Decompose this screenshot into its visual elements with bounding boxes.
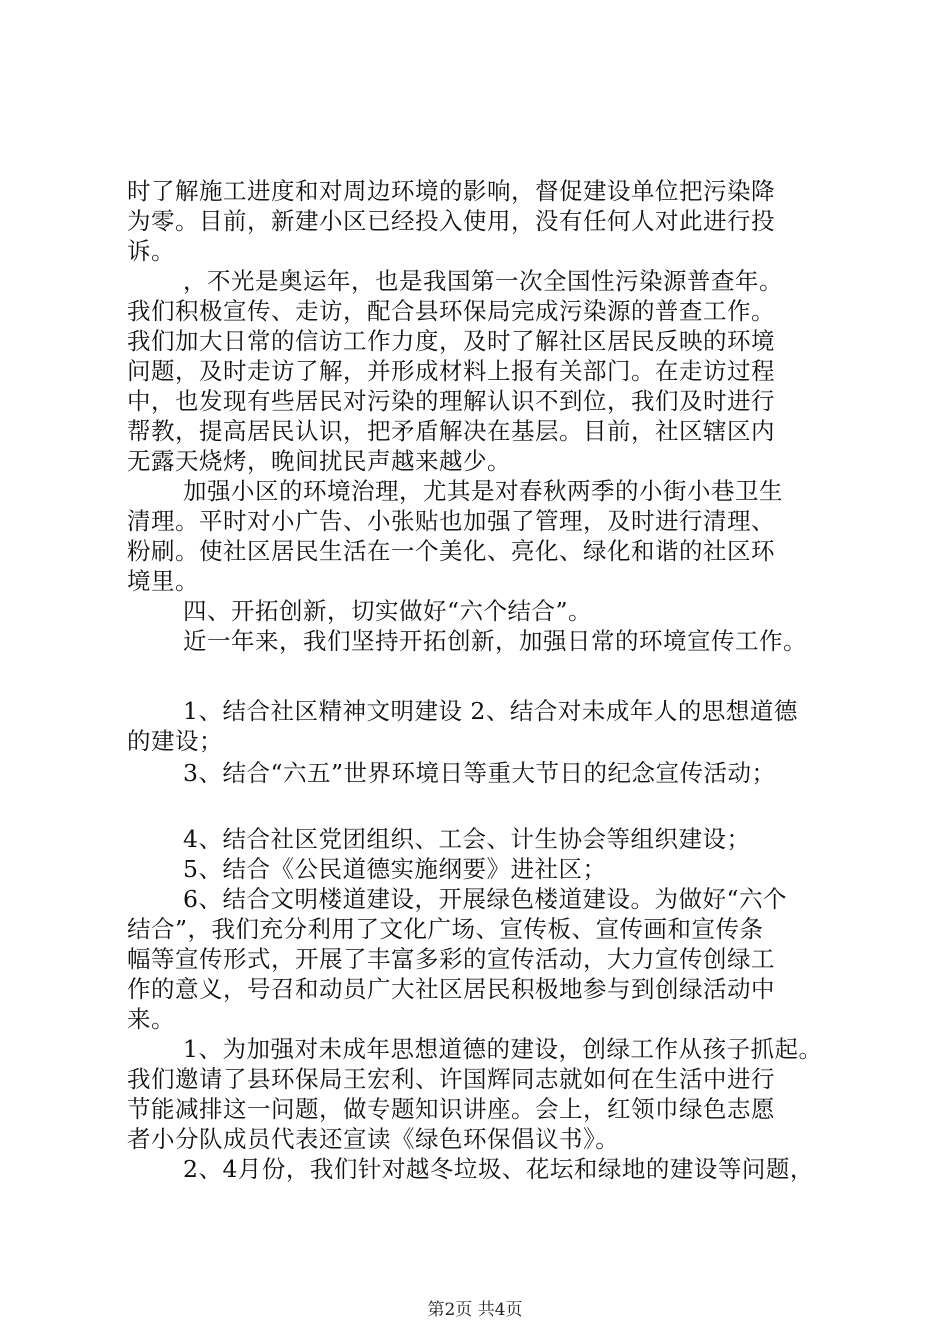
text-line: 我们邀请了县环保局王宏利、许国辉同志就如何在生活中进行	[127, 1065, 775, 1093]
text-line: 近一年来，我们坚持开拓创新，加强日常的环境宣传工作。	[183, 627, 807, 655]
text-line: 结合”，我们充分利用了文化广场、宣传板、宣传画和宣传条	[127, 915, 764, 943]
text-line: 清理。平时对小广告、小张贴也加强了管理，及时进行清理、	[127, 507, 775, 535]
list-item: 3、结合“六五”世界环境日等重大节日的纪念宣传活动；	[183, 759, 776, 787]
list-item: 4、结合社区党团组织、工会、计生协会等组织建设；	[183, 825, 751, 853]
text-line: 来。	[127, 1005, 175, 1033]
text-line: 加强小区的环境治理，尤其是对春秋两季的小街小巷卫生	[183, 477, 783, 505]
text-line: 我们加大日常的信访工作力度，及时了解社区居民反映的环境	[127, 327, 775, 355]
section-heading: 四、开拓创新，切实做好“六个结合”。	[183, 597, 593, 625]
text-line: 的建设；	[127, 727, 223, 755]
text-line: 作的意义，号召和动员广大社区居民积极地参与到创绿活动中	[127, 975, 775, 1003]
text-line: 无露天烧烤，晚间扰民声越来越少。	[127, 447, 511, 475]
text-line: 者小分队成员代表还宣读《绿色环保倡议书》。	[127, 1125, 620, 1153]
text-line: 为零。目前，新建小区已经投入使用，没有任何人对此进行投	[127, 207, 775, 235]
list-item: 1、结合社区精神文明建设 2、结合对未成年人的思想道德	[183, 697, 798, 725]
list-item: 2、4月份，我们针对越冬垃圾、花坛和绿地的建设等问题，	[183, 1155, 814, 1183]
text-line: ，不光是奥运年，也是我国第一次全国性污染源普查年。	[183, 267, 783, 295]
text-line: 时了解施工进度和对周边环境的影响，督促建设单位把污染降	[127, 177, 775, 205]
text-line: 帮教，提高居民认识，把矛盾解决在基层。目前，社区辖区内	[127, 417, 775, 445]
text-line: 幅等宣传形式，开展了丰富多彩的宣传活动，大力宣传创绿工	[127, 945, 775, 973]
page-number-footer: 第2页 共4页	[427, 1300, 523, 1320]
text-line: 问题，及时走访了解，并形成材料上报有关部门。在走访过程	[127, 357, 775, 385]
list-item: 6、结合文明楼道建设，开展绿色楼道建设。为做好“六个	[183, 885, 787, 913]
text-line: 中，也发现有些居民对污染的理解认识不到位，我们及时进行	[127, 387, 775, 415]
text-line: 境里。	[127, 567, 199, 595]
text-line: 节能减排这一问题，做专题知识讲座。会上，红领巾绿色志愿	[127, 1095, 775, 1123]
list-item: 1、为加强对未成年思想道德的建设，创绿工作从孩子抓起。	[183, 1035, 823, 1063]
list-item: 5、结合《公民道德实施纲要》进社区；	[183, 855, 607, 883]
text-line: 粉刷。使社区居民生活在一个美化、亮化、绿化和谐的社区环	[127, 537, 775, 565]
text-line: 我们积极宣传、走访，配合县环保局完成污染源的普查工作。	[127, 297, 775, 325]
text-line: 诉。	[127, 237, 175, 265]
